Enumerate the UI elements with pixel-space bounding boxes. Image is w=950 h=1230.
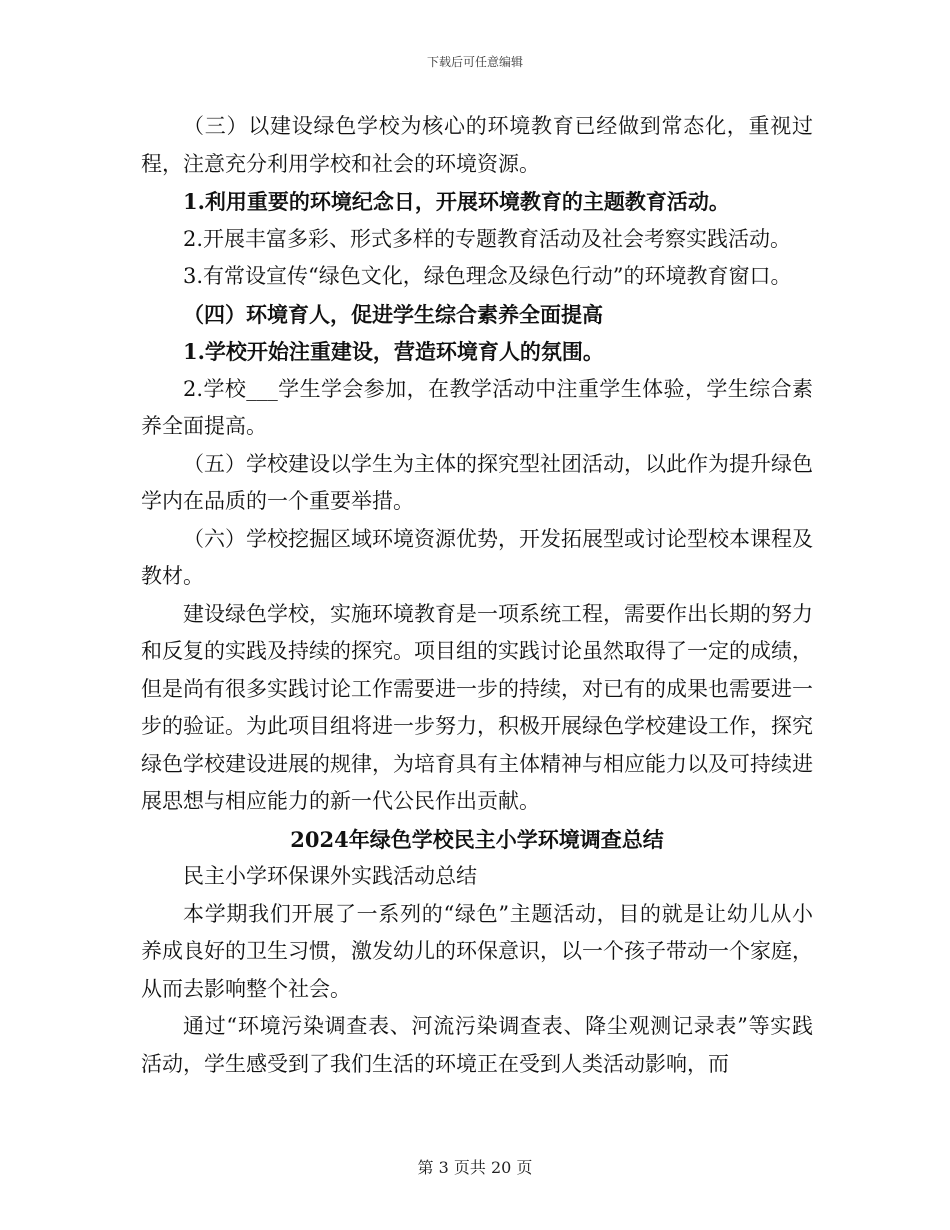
paragraph-activities: 通过“环境污染调查表、河流污染调查表、降尘观测记录表”等实践活动，学生感受到了我们生活的环境正在受到人类活动影响，而 [141,1014,813,1076]
document-subtitle: 民主小学环保课外实践活动总结 [183,864,477,888]
paragraph-intro: 本学期我们开展了一系列的“绿色”主题活动，目的就是让幼儿从小养成良好的卫生习惯，激发幼儿的环保意识，以一个孩子带动一个家庭，从而去影响整个社会。 [141,901,813,1001]
document-title: 2024年绿色学校民主小学环境调查总结 [290,826,664,852]
paragraph-section-6: （六）学校挖掘区域环境资源优势，开发拓展型或讨论型校本课程及教材。 [141,526,813,588]
paragraph-item-2: 2.开展丰富多彩、形式多样的专题教育活动及社会考察实践活动。 [183,226,792,251]
document-body [141,108,813,1083]
paragraph-item-2-b: 2.学校___学生学会参加，在教学活动中注重学生体验，学生综合素养全面提高。 [141,376,813,438]
paragraph-item-1-bold-b: 1.学校开始注重建设，营造环境育人的氛围。 [183,339,604,364]
page-header: 下载后可任意编辑 [426,55,523,69]
paragraph-item-3: 3.有常设宣传“绿色文化，绿色理念及绿色行动”的环境教育窗口。 [183,264,792,288]
paragraph-conclusion: 建设绿色学校，实施环境教育是一项系统工程，需要作出长期的努力和反复的实践及持续的探究。项目组的实践讨论虽然取得了一定的成绩，但是尚有很多实践讨论工作需要进一步的持续，对已有的成果也需要进一步的验证。为此项目组将进一步努力，积极开展绿色学校建设工作，探究绿色学校建设进展的规律，为培育具有主体精神与相应能力以及可持续进展思想与相应能力的新一代公民作出贡献。 [141,601,813,813]
paragraph-item-1-bold: 1.利用重要的环境纪念日，开展环境教育的主题教育活动。 [183,189,730,214]
paragraph-section-5: （五）学校建设以学生为主体的探究型社团活动，以此作为提升绿色学内在品质的一个重要举措。 [141,451,813,513]
paragraph-section-3: （三）以建设绿色学校为核心的环境教育已经做到常态化，重视过程，注意充分利用学校和社会的环境资源。 [141,114,813,176]
section-heading-4: （四）环境育人，促进学生综合素养全面提高 [183,301,603,327]
page-footer: 第 3 页共 20 页 [417,1158,533,1177]
